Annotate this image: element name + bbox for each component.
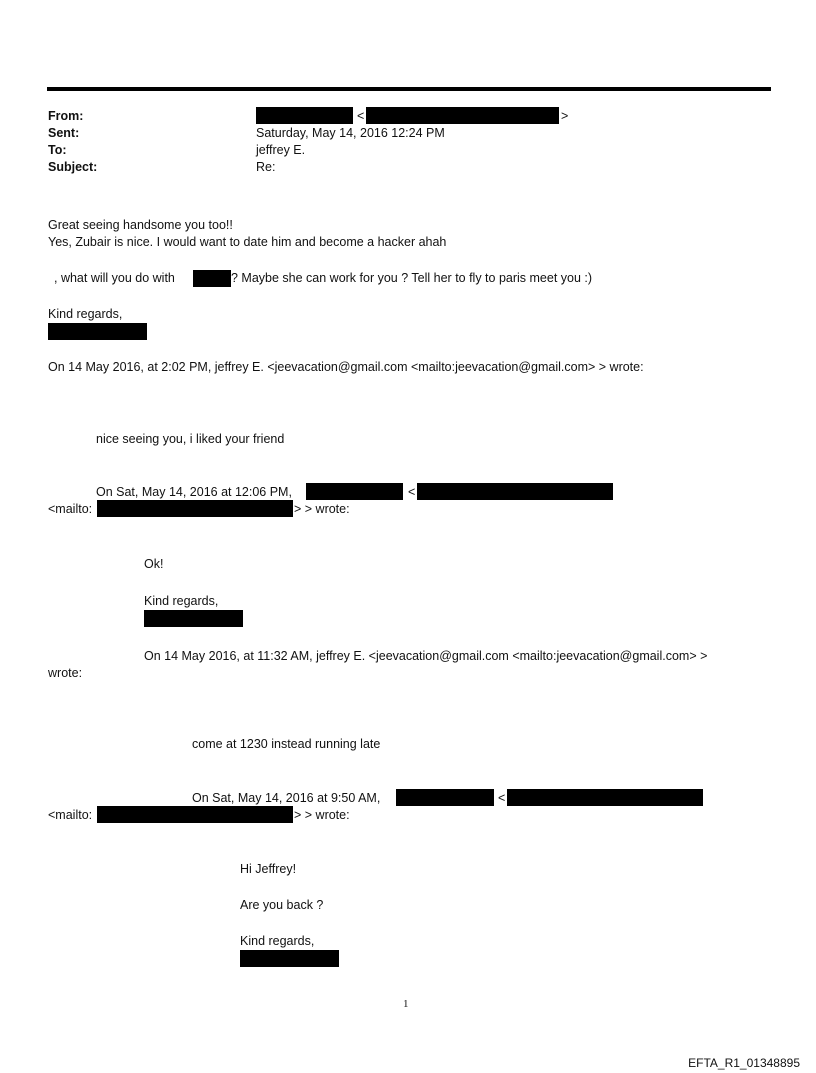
- redacted-quote2-email: [417, 483, 613, 500]
- body-regards: Kind regards,: [48, 307, 123, 321]
- from-close-bracket: >: [561, 109, 569, 123]
- subject-label: Subject:: [48, 160, 98, 174]
- quote2-regards: Kind regards,: [144, 594, 219, 608]
- quote2-wrote: > > wrote:: [294, 502, 350, 516]
- to-value: jeffrey E.: [256, 143, 306, 157]
- quote1-attribution: On 14 May 2016, at 2:02 PM, jeffrey E. <jeevacation@gmail.com <mailto:jeevacation@gmail.com> > wrote:: [48, 360, 644, 374]
- quote3-wrote: wrote:: [48, 666, 83, 680]
- body-line-3-suffix: ? Maybe she can work for you ? Tell her to fly to paris meet you :): [231, 271, 593, 285]
- quote4-wrote: > > wrote:: [294, 808, 350, 822]
- redacted-quote4-mailto: [97, 806, 293, 823]
- quote4-greeting: Hi Jeffrey!: [240, 862, 297, 876]
- subject-value: Re:: [256, 160, 276, 174]
- quote2-attribution: On Sat, May 14, 2016 at 12:06 PM,: [96, 485, 292, 499]
- header-rule: [47, 87, 771, 91]
- from-label: From:: [48, 109, 84, 123]
- to-label: To:: [48, 143, 67, 157]
- redacted-sender-name: [256, 107, 353, 124]
- body-line-1: Great seeing handsome you too!!: [48, 218, 233, 232]
- redacted-quote4-email: [507, 789, 703, 806]
- page-number: 1: [403, 998, 409, 1010]
- quote1-text: nice seeing you, i liked your friend: [96, 432, 285, 446]
- quote2-open-bracket: <: [408, 485, 416, 499]
- quote4-question: Are you back ?: [240, 898, 324, 912]
- quote4-mailto: <mailto:: [48, 808, 93, 822]
- quote2-ok: Ok!: [144, 557, 164, 571]
- redacted-name-inline: [193, 270, 231, 287]
- quote3-text: come at 1230 instead running late: [192, 737, 381, 751]
- quote4-regards: Kind regards,: [240, 934, 315, 948]
- redacted-quote2-mailto: [97, 500, 293, 517]
- from-open-bracket: <: [357, 109, 365, 123]
- body-line-3-prefix: , what will you do with: [54, 271, 175, 285]
- redacted-quote4-signature: [240, 950, 339, 967]
- redacted-signature: [48, 323, 147, 340]
- redacted-quote2-signature: [144, 610, 243, 627]
- redacted-quote2-name: [306, 483, 403, 500]
- quote3-attribution: On 14 May 2016, at 11:32 AM, jeffrey E. <jeevacation@gmail.com <mailto:jeevacation@gmail.com> >: [144, 649, 708, 663]
- quote4-attribution: On Sat, May 14, 2016 at 9:50 AM,: [192, 791, 381, 805]
- body-line-2: Yes, Zubair is nice. I would want to date him and become a hacker ahah: [48, 235, 447, 249]
- quote4-open-bracket: <: [498, 791, 506, 805]
- document-id: EFTA_R1_01348895: [688, 1056, 800, 1070]
- quote2-mailto: <mailto:: [48, 502, 93, 516]
- redacted-sender-email: [366, 107, 559, 124]
- sent-label: Sent:: [48, 126, 80, 140]
- redacted-quote4-name: [396, 789, 494, 806]
- sent-value: Saturday, May 14, 2016 12:24 PM: [256, 126, 445, 140]
